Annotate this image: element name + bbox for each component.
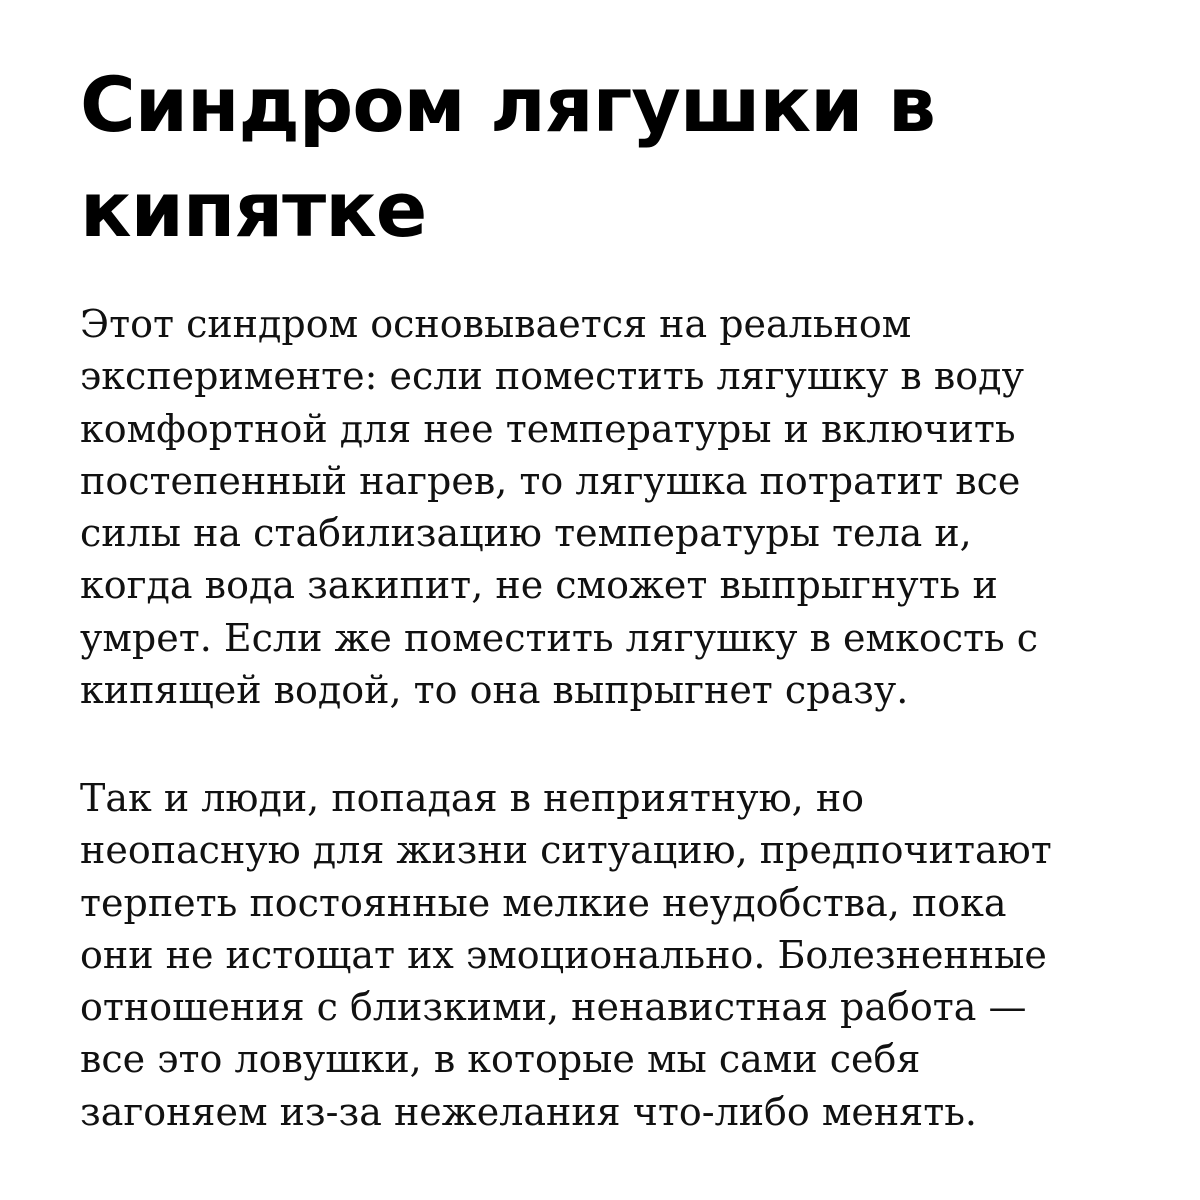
paragraph-line: все это ловушки, в которые мы сами себя xyxy=(80,1037,921,1082)
paragraph-2 xyxy=(80,772,1160,1138)
paragraph-line: кипящей водой, то она выпрыгнет сразу. xyxy=(80,668,909,713)
paragraph-line: силы на стабилизацию температуры тела и, xyxy=(80,511,972,556)
paragraph-line: отношения с близкими, ненавистная работа — xyxy=(80,985,1027,1030)
paragraph-line: когда вода закипит, не сможет выпрыгнуть и xyxy=(80,563,998,608)
paragraph-line: Так и люди, попадая в неприятную, но xyxy=(80,776,865,820)
paragraph-line: они не истощат их эмоционально. Болезненные xyxy=(80,932,1047,977)
paragraph-line: терпеть постоянные мелкие неудобства, пока xyxy=(80,880,1007,925)
paragraph-line: эксперименте: если поместить лягушку в воду xyxy=(80,354,1024,399)
title-line: кипятке xyxy=(80,165,427,254)
paragraph-1 xyxy=(80,298,1160,716)
paragraph-line: комфортной для нее температуры и включить xyxy=(80,406,1016,451)
paragraph-line: загоняем из-за нежелания что-либо менять. xyxy=(80,1089,978,1134)
paragraph-line: неопасную для жизни ситуацию, предпочитают xyxy=(80,828,1052,873)
paragraph-line: Этот синдром основывается на реальном xyxy=(80,302,912,346)
paragraph-line: постепенный нагрев, то лягушка потратит все xyxy=(80,458,1021,503)
paragraph-line: умрет. Если же поместить лягушку в емкость с xyxy=(80,615,1039,660)
page-title xyxy=(80,52,1140,262)
title-line: Синдром лягушки в xyxy=(80,60,935,149)
